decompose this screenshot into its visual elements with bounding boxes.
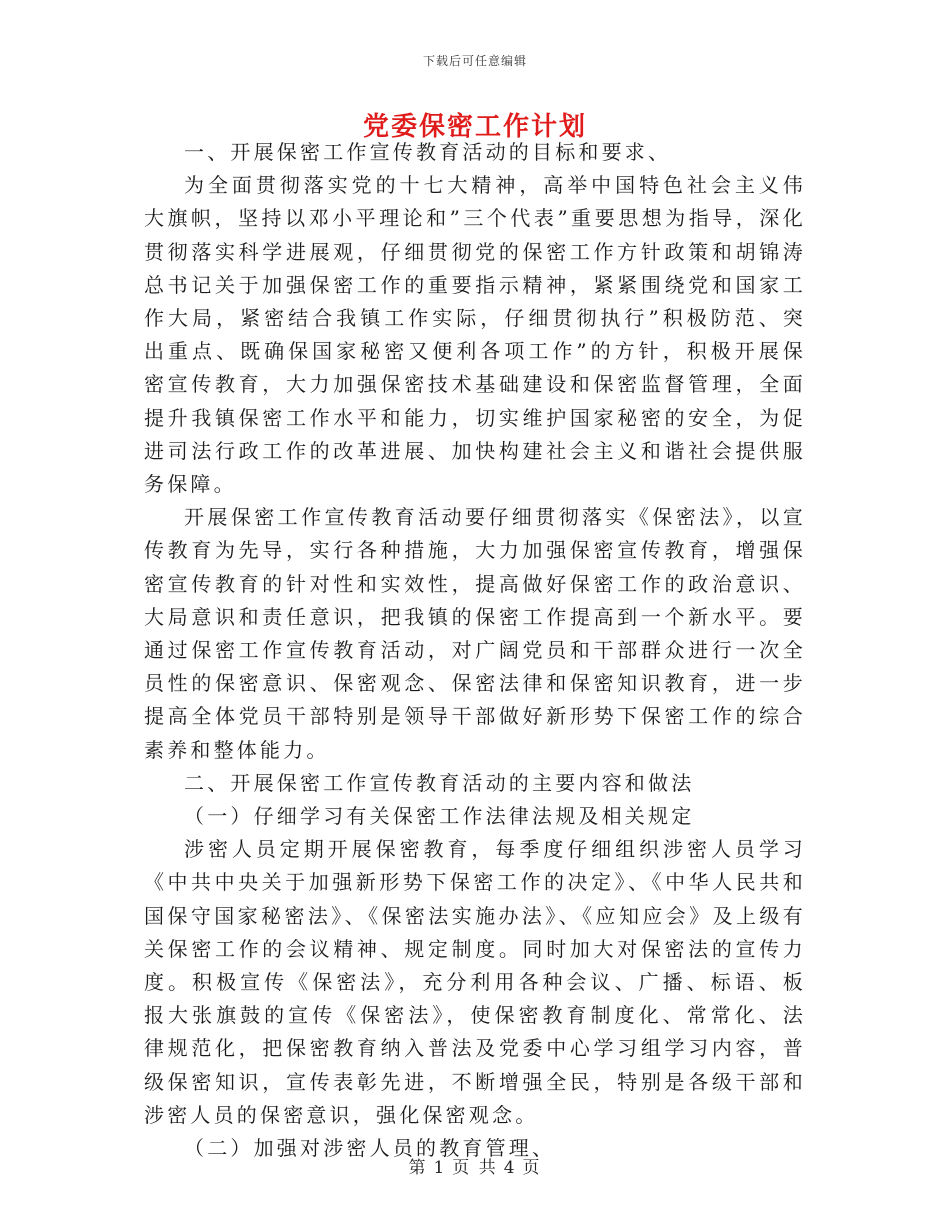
body-paragraph: 为全面贯彻落实党的十七大精神，高举中国特色社会主义伟大旗帜，坚持以邓小平理论和”三个代表”重要思想为指导，深化贯彻落实科学进展观，仔细贯彻党的保密工作方针政策和胡锦涛总书记关于加强保密工作的重要指示精神，紧紧围绕党和国家工作大局，紧密结合我镇工作实际，仔细贯彻执行”积极防范、突出重点、既确保国家秘密又便利各项工作”的方针，积极开展保密宣传教育，大力加强保密技术基础建设和保密监督管理，全面提升我镇保密工作水平和能力，切实维护国家秘密的安全，为促进司法行政工作的改革进展、加快构建社会主义和谐社会提供服务保障。 — [144, 173, 806, 497]
current-page-number: 1 — [433, 1158, 447, 1178]
subsection-heading-1: （一）仔细学习有关保密工作法律法规及相关规定 — [184, 804, 695, 829]
section-heading-1: 一、开展保密工作宣传教育活动的目标和要求、 — [184, 140, 672, 164]
subsection-heading-2: （二）加强对涉密人员的教育管理、 — [184, 1136, 556, 1161]
total-pages-number: 4 — [503, 1158, 517, 1178]
page-label-prefix: 第 — [408, 1158, 428, 1178]
document-body — [144, 136, 806, 1165]
page-header-note: 下载后可任意编辑 — [422, 54, 527, 68]
page-label-mid: 页 共 — [452, 1158, 498, 1178]
body-paragraph: 开展保密工作宣传教育活动要仔细贯彻落实《保密法》，以宣传教育为先导，实行各种措施，大力加强保密宣传教育，增强保密宣传教育的针对性和实效性，提高做好保密工作的政治意识、大局意识和责任意识，把我镇的保密工作提高到一个新水平。要通过保密工作宣传教育活动，对广阔党员和干部群众进行一次全员性的保密意识、保密观念、保密法律和保密知识教育，进一步提高全体党员干部特别是领导干部做好新形势下保密工作的综合素养和整体能力。 — [144, 505, 806, 762]
body-paragraph: 涉密人员定期开展保密教育，每季度仔细组织涉密人员学习《中共中央关于加强新形势下保密工作的决定》、《中华人民共和国保守国家秘密法》、《保密法实施办法》、《应知应会》及上级有关保密工作的会议精神、规定制度。同时加大对保密法的宣传力度。积极宣传《保密法》，充分利用各种会议、广播、标语、板报大张旗鼓的宣传《保密法》，使保密教育制度化、常常化、法律规范化，把保密教育纳入普法及党委中心学习组学习内容，普级保密知识，宣传表彰先进，不断增强全民，特别是各级干部和涉密人员的保密意识，强化保密观念。 — [144, 837, 806, 1127]
section-heading-2: 二、开展保密工作宣传教育活动的主要内容和做法 — [184, 770, 695, 795]
page-label-suffix: 页 — [522, 1158, 542, 1178]
document-title: 党委保密工作计划 — [362, 112, 587, 142]
page-footer — [0, 1153, 950, 1178]
